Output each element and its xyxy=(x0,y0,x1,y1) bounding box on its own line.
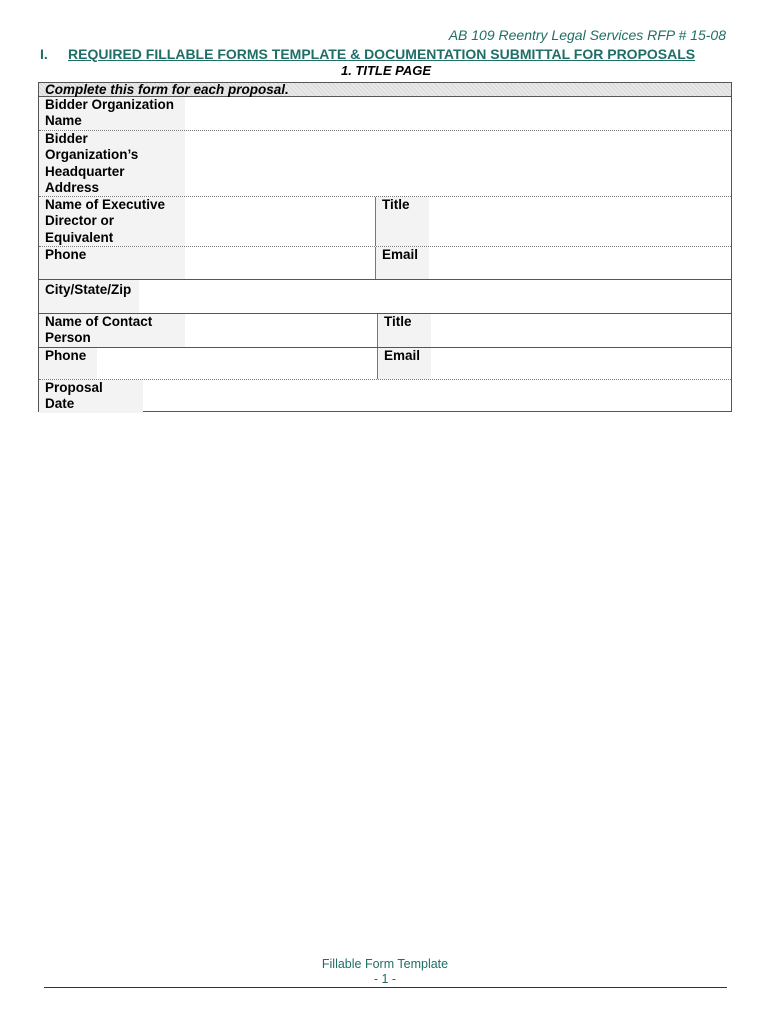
contact-email-field[interactable] xyxy=(431,348,731,379)
row-proposal-date xyxy=(39,380,731,413)
row-contact-person xyxy=(39,314,731,348)
exec-title-label-text: Title xyxy=(382,197,410,212)
exec-phone-field[interactable] xyxy=(185,247,375,279)
proposal-date-label xyxy=(39,380,143,413)
exec-director-label-text: Name of Executive Director or Equivalent xyxy=(45,197,166,245)
contact-email-label-text: Email xyxy=(384,348,421,363)
section-title xyxy=(40,46,730,62)
bidder-org-name-label xyxy=(39,97,185,130)
exec-email-label xyxy=(375,247,429,279)
hq-address-field[interactable] xyxy=(185,131,731,196)
contact-phone-label-text: Phone xyxy=(45,348,87,363)
exec-phone-label xyxy=(39,247,185,279)
form-instruction: Complete this form for each proposal. xyxy=(39,83,731,97)
contact-phone-label xyxy=(39,348,97,379)
contact-title-label-text: Title xyxy=(384,314,412,329)
exec-director-label xyxy=(39,197,185,246)
bidder-org-name-label-text: Bidder Organization Name xyxy=(45,97,175,129)
exec-title-field[interactable] xyxy=(429,197,731,246)
row-contact-phone xyxy=(39,348,731,380)
contact-phone-field[interactable] xyxy=(97,348,377,379)
exec-email-label-text: Email xyxy=(382,247,419,262)
row-exec-phone xyxy=(39,247,731,280)
hq-address-label xyxy=(39,131,185,196)
exec-email-field[interactable] xyxy=(429,247,731,279)
contact-email-label xyxy=(377,348,431,379)
footer-page-number: - 1 - xyxy=(373,972,397,986)
rfp-title: AB 109 Reentry Legal Services RFP # 15-08 xyxy=(448,27,726,43)
row-exec-director xyxy=(39,197,731,247)
city-state-zip-field[interactable] xyxy=(139,280,731,313)
city-state-zip-label xyxy=(39,280,139,313)
contact-person-label xyxy=(39,314,185,347)
row-bidder-org-name xyxy=(39,97,731,131)
footer-template-label: Fillable Form Template xyxy=(321,957,449,971)
exec-director-field[interactable] xyxy=(185,197,375,246)
hq-address-label-text: Bidder Organization’s Headquarter Address xyxy=(45,131,139,196)
page-title: 1. TITLE PAGE xyxy=(340,63,432,78)
contact-title-label xyxy=(377,314,431,347)
proposal-date-label-text: Proposal Date xyxy=(45,380,103,412)
row-city-state-zip xyxy=(39,280,731,314)
exec-title-label xyxy=(375,197,429,246)
page-footer xyxy=(0,957,770,987)
city-state-zip-label-text: City/State/Zip xyxy=(45,282,132,297)
bidder-org-name-field[interactable] xyxy=(185,97,731,130)
section-title-text: REQUIRED FILLABLE FORMS TEMPLATE & DOCUMENTATION SUBMITTAL FOR PROPOSALS xyxy=(68,46,696,62)
contact-person-field[interactable] xyxy=(185,314,377,347)
footer-rule xyxy=(44,987,727,988)
contact-person-label-text: Name of Contact Person xyxy=(45,314,153,346)
title-page-form xyxy=(38,82,732,412)
proposal-date-field[interactable] xyxy=(143,380,731,413)
contact-title-field[interactable] xyxy=(431,314,731,347)
exec-phone-label-text: Phone xyxy=(45,247,87,262)
section-number: I. xyxy=(40,46,48,62)
row-hq-address xyxy=(39,131,731,197)
